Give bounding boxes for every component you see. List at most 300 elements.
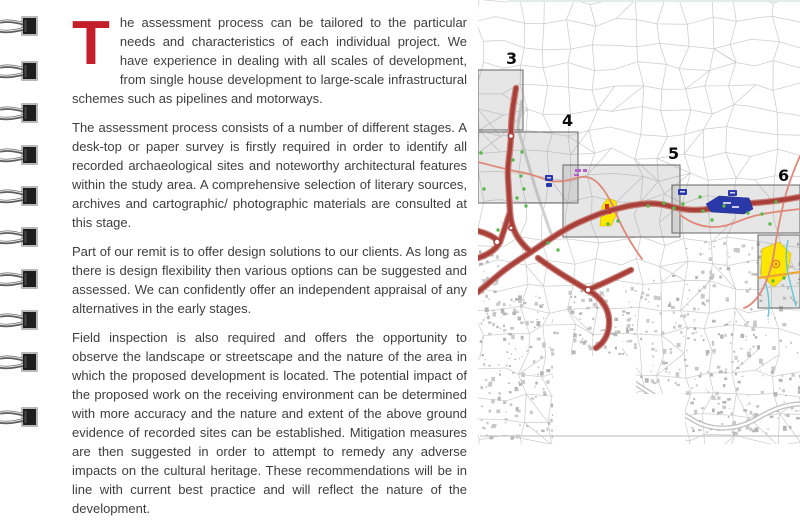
building-block xyxy=(487,316,490,320)
building-block xyxy=(797,352,798,354)
building-block xyxy=(673,312,675,314)
building-block xyxy=(498,364,500,366)
building-block xyxy=(675,382,677,384)
road-number-label xyxy=(583,169,587,172)
recorded-site-dot xyxy=(701,209,704,212)
building-block xyxy=(746,336,748,338)
building-block xyxy=(736,367,739,369)
building-block xyxy=(515,415,519,418)
building-block xyxy=(489,392,491,394)
building-block xyxy=(485,359,486,360)
building-block xyxy=(713,284,717,287)
building-block xyxy=(673,326,676,329)
recorded-site-dot xyxy=(672,206,675,209)
building-block xyxy=(748,254,750,256)
building-block xyxy=(696,384,698,386)
building-block xyxy=(509,365,511,367)
field-boundary-line xyxy=(686,71,710,90)
route-shield-text xyxy=(547,177,551,179)
building-block xyxy=(487,262,488,263)
building-block xyxy=(503,325,505,328)
building-block xyxy=(680,331,682,334)
building-block xyxy=(522,356,524,357)
building-block xyxy=(752,346,755,348)
building-block xyxy=(500,370,501,371)
building-block xyxy=(706,431,709,433)
building-block xyxy=(485,308,489,313)
building-block xyxy=(745,281,748,284)
building-block xyxy=(783,401,785,402)
recorded-site-dot xyxy=(520,150,523,153)
building-block xyxy=(583,341,586,345)
building-block xyxy=(517,311,519,313)
building-block xyxy=(611,333,615,336)
building-block xyxy=(535,382,538,385)
building-block xyxy=(726,323,728,325)
building-block xyxy=(665,371,667,372)
building-block xyxy=(717,396,720,400)
building-block xyxy=(489,382,492,384)
building-block xyxy=(579,312,582,314)
building-block xyxy=(540,356,543,360)
building-block xyxy=(492,309,495,311)
building-block xyxy=(755,273,758,276)
building-block xyxy=(615,347,617,350)
building-block xyxy=(663,349,667,354)
building-block xyxy=(709,271,712,275)
building-block xyxy=(655,350,657,352)
route-shield-text xyxy=(680,191,685,193)
building-block xyxy=(622,353,624,355)
building-block xyxy=(606,288,609,292)
building-block xyxy=(722,406,726,409)
building-block xyxy=(574,302,576,304)
building-block xyxy=(586,307,590,310)
building-block xyxy=(519,383,522,386)
building-block xyxy=(627,319,631,322)
building-block xyxy=(489,365,491,367)
building-block xyxy=(631,306,633,308)
field-boundary-line xyxy=(478,368,800,379)
building-block xyxy=(614,327,616,328)
building-block xyxy=(582,338,583,340)
paragraph-design: Part of our remit is to offer design solutions to our clients. As long as there is design flexibility then various options can be suggested and assessed. We can confidently offer an independent appraisal of any alternatives in the early stages. xyxy=(72,242,467,318)
site-label-mark xyxy=(723,202,731,204)
building-block xyxy=(668,379,670,381)
building-block xyxy=(653,280,654,282)
binding-ring-icon xyxy=(0,59,40,85)
building-block xyxy=(652,355,654,357)
building-block xyxy=(731,412,733,415)
recorded-site-dot xyxy=(546,241,549,244)
building-block xyxy=(523,302,526,304)
recorded-site-dot xyxy=(771,279,774,282)
building-block xyxy=(508,358,509,359)
building-block xyxy=(535,296,536,297)
building-block xyxy=(709,244,711,245)
building-block xyxy=(525,321,529,326)
building-block xyxy=(543,304,544,305)
recorded-site-dot xyxy=(746,211,749,214)
ring-marker-dot xyxy=(775,263,777,265)
building-block xyxy=(549,347,551,348)
building-block xyxy=(741,334,745,338)
building-block xyxy=(715,399,716,400)
building-block xyxy=(711,395,715,399)
building-block xyxy=(654,330,657,332)
building-block xyxy=(589,327,592,330)
building-block xyxy=(789,378,792,381)
building-block xyxy=(687,337,689,339)
building-block xyxy=(498,397,501,401)
building-block xyxy=(736,388,739,391)
building-block xyxy=(687,402,688,403)
building-block xyxy=(534,327,536,329)
building-block xyxy=(640,296,643,299)
building-block xyxy=(633,333,635,335)
building-block xyxy=(631,287,634,291)
building-block xyxy=(709,257,713,261)
building-block xyxy=(724,334,726,337)
building-block xyxy=(699,253,702,256)
field-boundary-line xyxy=(684,129,704,154)
building-block xyxy=(677,343,681,347)
building-block xyxy=(666,367,668,369)
building-block xyxy=(521,338,524,340)
building-block xyxy=(679,369,681,371)
building-block xyxy=(783,426,787,431)
building-block xyxy=(686,248,688,249)
study-area-number: 5 xyxy=(668,144,679,163)
building-block xyxy=(698,289,701,292)
building-block xyxy=(627,325,631,328)
building-block xyxy=(670,348,672,350)
building-block xyxy=(648,301,650,302)
building-block xyxy=(568,306,572,310)
building-block xyxy=(552,322,553,323)
building-block xyxy=(617,331,620,334)
field-boundary-line xyxy=(616,0,635,19)
building-block xyxy=(771,417,772,418)
building-block xyxy=(574,296,576,298)
building-block xyxy=(759,359,763,364)
building-block xyxy=(483,363,485,366)
building-block xyxy=(741,362,743,365)
building-block xyxy=(640,338,642,340)
route-shield-text xyxy=(730,192,735,194)
building-block xyxy=(530,411,533,414)
building-block xyxy=(687,298,688,299)
binding-ring-icon xyxy=(0,308,40,334)
paragraph-stages: The assessment process consists of a number of different stages. A desk-top or paper survey is firstly required in order to identify all recorded archaeological sites and noteworthy architectural features within the study area. A comprehensive selection of literary sources, archives and cartographic/ photographic materials are consulted at this stage. xyxy=(72,118,467,232)
building-block xyxy=(657,305,659,307)
building-block xyxy=(770,416,774,418)
building-block xyxy=(762,375,764,376)
route-shield-icon xyxy=(546,183,552,187)
binding-ring-icon xyxy=(0,267,40,293)
building-block xyxy=(687,328,689,330)
building-block xyxy=(514,359,516,360)
building-block xyxy=(517,410,520,413)
building-block xyxy=(539,305,543,308)
building-block xyxy=(796,417,800,420)
binding-ring-icon xyxy=(0,184,40,210)
building-block xyxy=(779,388,781,389)
building-block xyxy=(503,329,506,331)
recorded-site-dot xyxy=(519,174,522,177)
building-block xyxy=(645,331,648,333)
building-block xyxy=(523,300,525,302)
building-block xyxy=(641,292,644,295)
building-block xyxy=(500,394,502,395)
building-block xyxy=(735,321,737,323)
paragraph-intro-text: he assessment process can be tailored to the particular needs and characteristics of each individual project. We have experience in dealing with all scales of development, from single house development to large-scale infrastructural schemes such as pipelines and motorways. xyxy=(72,15,467,106)
building-block xyxy=(626,312,630,314)
building-block xyxy=(491,377,495,381)
building-block xyxy=(505,422,507,424)
building-block xyxy=(538,367,540,369)
building-block xyxy=(785,346,787,347)
building-block xyxy=(481,419,483,421)
building-block xyxy=(722,401,726,404)
building-block xyxy=(492,323,495,326)
site-marker-red xyxy=(605,204,609,209)
building-block xyxy=(491,426,493,428)
building-block xyxy=(629,328,633,331)
binding-ring-icon xyxy=(0,143,40,169)
building-block xyxy=(714,241,715,242)
building-block xyxy=(782,323,786,327)
building-block xyxy=(744,323,747,326)
field-boundary-line xyxy=(525,423,552,444)
building-block xyxy=(703,339,705,341)
building-block xyxy=(496,255,499,258)
building-block xyxy=(751,327,754,331)
building-block xyxy=(704,241,707,243)
building-block xyxy=(651,371,652,372)
building-block xyxy=(535,396,537,398)
building-block xyxy=(596,307,598,309)
building-block xyxy=(541,430,544,433)
building-block xyxy=(530,346,533,348)
building-block xyxy=(771,366,775,371)
field-boundary-line xyxy=(526,265,544,286)
building-block xyxy=(518,295,522,300)
building-block xyxy=(691,427,693,429)
building-block xyxy=(728,252,729,253)
building-block xyxy=(506,351,508,353)
building-block xyxy=(726,297,729,301)
building-block xyxy=(646,319,649,323)
building-block xyxy=(699,375,702,377)
building-block xyxy=(503,401,506,404)
field-boundary-line xyxy=(478,16,800,27)
recorded-site-dot xyxy=(556,248,559,251)
building-block xyxy=(687,284,688,285)
building-block xyxy=(741,376,743,377)
building-block xyxy=(498,302,499,304)
building-block xyxy=(684,359,687,361)
building-block xyxy=(653,365,654,366)
map-cutout xyxy=(553,356,636,444)
site-label-mark xyxy=(732,206,739,208)
building-block xyxy=(727,398,731,400)
building-block xyxy=(510,403,513,406)
building-block xyxy=(719,276,722,279)
building-block xyxy=(486,422,488,425)
building-block xyxy=(632,324,634,326)
building-block xyxy=(772,346,776,350)
building-block xyxy=(751,273,754,276)
study-area-number: 3 xyxy=(506,49,517,68)
building-block xyxy=(683,336,684,337)
building-block xyxy=(703,286,706,289)
building-block xyxy=(604,346,607,349)
building-block xyxy=(516,389,519,391)
building-block xyxy=(760,421,761,422)
building-block xyxy=(602,329,605,331)
recorded-site-dot xyxy=(698,195,701,198)
building-block xyxy=(693,321,694,322)
building-block xyxy=(487,385,488,386)
building-block xyxy=(505,418,508,420)
building-block xyxy=(535,386,536,387)
building-block xyxy=(752,247,754,249)
building-block xyxy=(645,378,649,383)
building-block xyxy=(652,343,654,345)
building-block xyxy=(771,371,774,374)
building-block xyxy=(747,352,751,356)
recorded-site-dot xyxy=(522,187,525,190)
building-block xyxy=(767,428,768,430)
building-block xyxy=(601,330,603,331)
building-block xyxy=(509,343,511,345)
building-block xyxy=(743,409,747,412)
building-block xyxy=(719,267,721,269)
building-block xyxy=(727,267,731,270)
building-block xyxy=(519,358,520,359)
building-block xyxy=(634,347,637,349)
building-block xyxy=(750,349,752,351)
building-block xyxy=(652,322,654,323)
building-block xyxy=(740,348,742,350)
building-block xyxy=(662,361,665,365)
building-block xyxy=(790,342,792,344)
binding-ring-icon xyxy=(0,350,40,376)
building-block xyxy=(706,389,707,390)
field-boundary-line xyxy=(736,394,748,418)
building-block xyxy=(546,369,550,372)
building-block xyxy=(749,288,751,291)
building-block xyxy=(483,301,484,302)
building-block xyxy=(573,338,577,342)
building-block xyxy=(542,343,546,348)
building-block xyxy=(691,332,694,334)
building-block xyxy=(486,386,487,387)
building-block xyxy=(672,275,675,277)
building-block xyxy=(489,410,492,413)
field-boundary-line xyxy=(755,355,779,371)
building-block xyxy=(570,296,572,298)
building-block xyxy=(550,349,554,352)
building-block xyxy=(569,291,573,295)
building-block xyxy=(520,304,524,308)
building-block xyxy=(713,246,715,247)
building-block xyxy=(483,319,485,321)
building-block xyxy=(774,392,778,397)
building-block xyxy=(540,371,544,375)
spiral-binding xyxy=(0,0,44,444)
building-block xyxy=(675,322,676,323)
building-block xyxy=(748,271,750,273)
field-boundary-line xyxy=(484,60,800,70)
building-block xyxy=(519,425,521,426)
building-block xyxy=(690,402,694,405)
building-block xyxy=(779,379,783,382)
paragraph-intro xyxy=(72,13,467,108)
field-boundary-line xyxy=(734,85,756,105)
building-block xyxy=(481,322,483,324)
building-block xyxy=(615,318,619,321)
building-block xyxy=(724,371,727,373)
building-block xyxy=(750,411,753,415)
building-block xyxy=(687,313,689,316)
building-block xyxy=(500,327,501,329)
building-block xyxy=(724,378,727,380)
building-block xyxy=(495,282,498,284)
building-block xyxy=(481,406,483,407)
building-block xyxy=(760,370,761,371)
building-block xyxy=(735,356,738,360)
building-block xyxy=(749,403,751,405)
building-block xyxy=(733,408,734,409)
recorded-site-dot xyxy=(482,187,485,190)
building-block xyxy=(501,308,505,313)
building-block xyxy=(484,428,486,430)
recorded-site-dot xyxy=(722,204,725,207)
building-block xyxy=(615,330,617,333)
building-block xyxy=(521,380,525,384)
building-block xyxy=(712,349,716,353)
building-block xyxy=(669,372,671,374)
building-block xyxy=(738,360,739,362)
building-block xyxy=(782,389,785,392)
building-block xyxy=(747,261,750,263)
recorded-site-dot xyxy=(710,218,713,221)
building-block xyxy=(789,426,791,429)
building-block xyxy=(692,430,695,433)
building-block xyxy=(483,271,484,272)
building-block xyxy=(482,354,484,356)
building-block xyxy=(485,295,488,299)
building-block xyxy=(550,419,553,422)
recorded-site-dot xyxy=(774,200,777,203)
building-block xyxy=(531,397,534,399)
building-block xyxy=(543,391,546,394)
building-block xyxy=(623,314,624,316)
building-block xyxy=(723,384,725,387)
field-boundary-line xyxy=(732,348,760,373)
building-block xyxy=(510,327,514,330)
building-block xyxy=(485,318,486,319)
road-number-label xyxy=(575,169,581,172)
building-block xyxy=(547,422,548,423)
building-block xyxy=(724,264,725,265)
building-block xyxy=(753,334,755,336)
recorded-site-dot xyxy=(524,204,527,207)
building-block xyxy=(573,333,577,337)
building-block xyxy=(625,291,627,293)
